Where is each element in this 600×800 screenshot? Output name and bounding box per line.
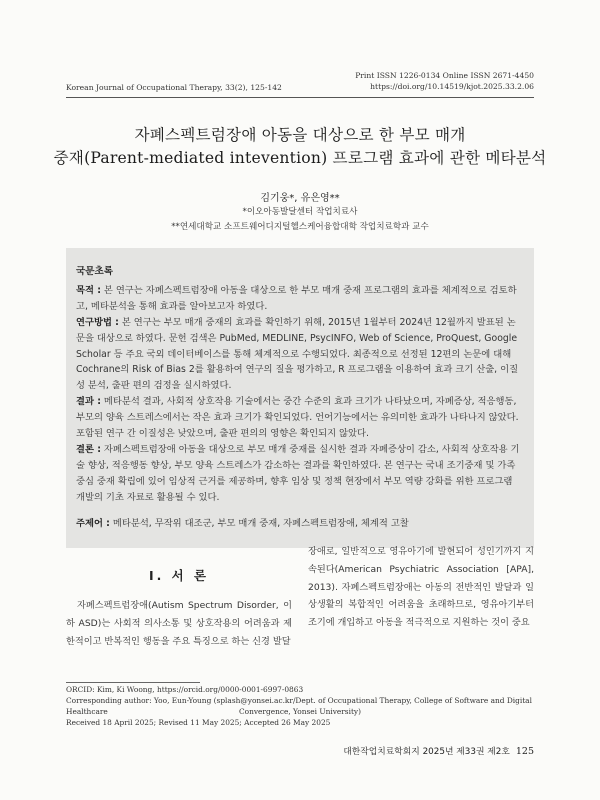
paper-title-line-1: 자폐스펙트럼장애 아동을 대상으로 한 부모 매개 — [134, 126, 466, 144]
page-footer — [343, 744, 534, 757]
section-text: 본 연구는 부모 매개 중재의 효과를 확인하기 위해, 2015년 1월부터 2024년 12월까지 발표된 논문을 대상으로 하였다. 문헌 검색은 PubMed, MEDLINE, PsycINFO, Web of Science, ProQuest, Google Scholar 등 주요 국외 데이터베이스를 통해 체계적으로 수행되었다. 최종적으로 선정된 12편의 논문에 대해 Cochrane의 Risk of Bias 2를 활용하여 연구의 질을 평가하고, R 프로그램을 이용하여 효과 크기 산출, 이질성 분석, 출판 편의 검정을 실시하였다. — [76, 316, 519, 392]
issn-doi-block — [355, 70, 534, 92]
body-left-column: 자폐스펙트럼장애(Autism Spectrum Disorder, 이하 ASD)는 사회적 의사소통 및 상호작용의 어려움과 제한적이고 반복적인 행동을 주요 특징으로 하는 신경 발달 — [66, 600, 292, 647]
author-names: 김기웅*, 유은영** — [260, 193, 340, 204]
section-label: 연구방법 : — [76, 316, 119, 328]
footnote-corresponding-cont: Convergence, Yonsei University) — [239, 707, 361, 716]
abstract-conclusion — [76, 442, 522, 506]
footer-journal-issue: 대한작업치료학회지 2025년 제33권 제2호 — [343, 747, 510, 757]
abstract-results — [76, 394, 522, 442]
affiliation-1: *이오아동발달센터 작업치료사 — [242, 207, 358, 217]
keywords-label: 주제어 : — [76, 517, 110, 529]
abstract-methods — [76, 315, 522, 395]
section-label: 결론 : — [76, 443, 101, 455]
issn-line: Print ISSN 1226-0134 Online ISSN 2671-4450 — [355, 71, 534, 80]
abstract-keywords — [76, 516, 522, 532]
journal-citation: Korean Journal of Occupational Therapy, 33(2), 125-142 — [66, 83, 282, 92]
footnote-divider — [66, 682, 200, 683]
section-heading-introduction: Ⅰ. 서 론 — [149, 568, 209, 583]
keywords-text: 메타분석, 무작위 대조군, 부모 매개 중재, 자폐스펙트럼장애, 체계적 고찰 — [112, 517, 409, 529]
page-number: 125 — [515, 746, 534, 757]
footnote-dates: Received 18 April 2025; Revised 11 May 2025; Accepted 26 May 2025 — [66, 718, 331, 727]
section-text: 메타분석 결과, 사회적 상호작용 기술에서는 중간 수준의 효과 크기가 나타났으며, 자폐증상, 적응행동, 부모의 양육 스트레스에서는 작은 효과 크기가 확인되었다. 언어기능에서는 유의미한 효과가 나타나지 않았다. 포함된 연구 간 이질성은 낮았으며, 출판 편의의 영향은 확인되지 않았다. — [76, 396, 519, 440]
section-text: 자폐스펙트럼장애 아동을 대상으로 부모 매개 중재를 실시한 결과 자폐증상이 감소, 사회적 상호작용 기술 향상, 적응행동 향상, 부모 양육 스트레스가 감소하는 결과를 확인하였다. 본 연구는 국내 조기중재 및 가족 중심 중재 확립에 있어 임상적 근거를 제공하며, 향후 임상 및 정책 현장에서 부모 역량 강화를 위한 프로그램 개발의 기초 자료로 활용될 수 있다. — [76, 443, 520, 503]
abstract-purpose — [76, 283, 522, 315]
body-right-column: 장애로, 일반적으로 영유아기에 발현되어 성인기까지 지속된다(American Psychiatric Association [APA], 2013). 자폐스펙트럼장애는 아동의 전반적인 발달과 일상생활의 복합적인 어려움을 초래하므로, 영유아기부터 조기에 개입하고 아동을 적극적으로 지원하는 것이 중요 — [308, 546, 534, 629]
footnote-corresponding: Corresponding author: Yoo, Eun-Young (splash@yonsei.ac.kr/Dept. of Occupational Therapy, College of Software and Digital Healthcare — [66, 696, 532, 716]
abstract-box — [66, 248, 534, 548]
paper-title-line-2: 중재(Parent-mediated intevention) 프로그램 효과에 관한 메타분석 — [53, 149, 547, 167]
section-label: 결과 : — [76, 396, 101, 408]
affiliation-2: **연세대학교 소프트웨어디지털헬스케어융합대학 작업치료학과 교수 — [171, 222, 429, 232]
footnote-orcid: ORCID: Kim, Ki Woong, https://orcid.org/0000-0001-6997-0863 — [66, 685, 304, 694]
section-text: 본 연구는 자폐스펙트럼장애 아동을 대상으로 한 부모 매개 중재 프로그램의 효과를 체계적으로 검토하고, 메타분석을 통해 효과를 알아보고자 하였다. — [76, 284, 517, 312]
abstract-heading: 국문초록 — [76, 266, 114, 277]
header-divider — [66, 97, 534, 98]
doi-link[interactable]: https://doi.org/10.14519/kjot.2025.33.2.06 — [370, 82, 534, 91]
section-label: 목적 : — [76, 284, 101, 296]
